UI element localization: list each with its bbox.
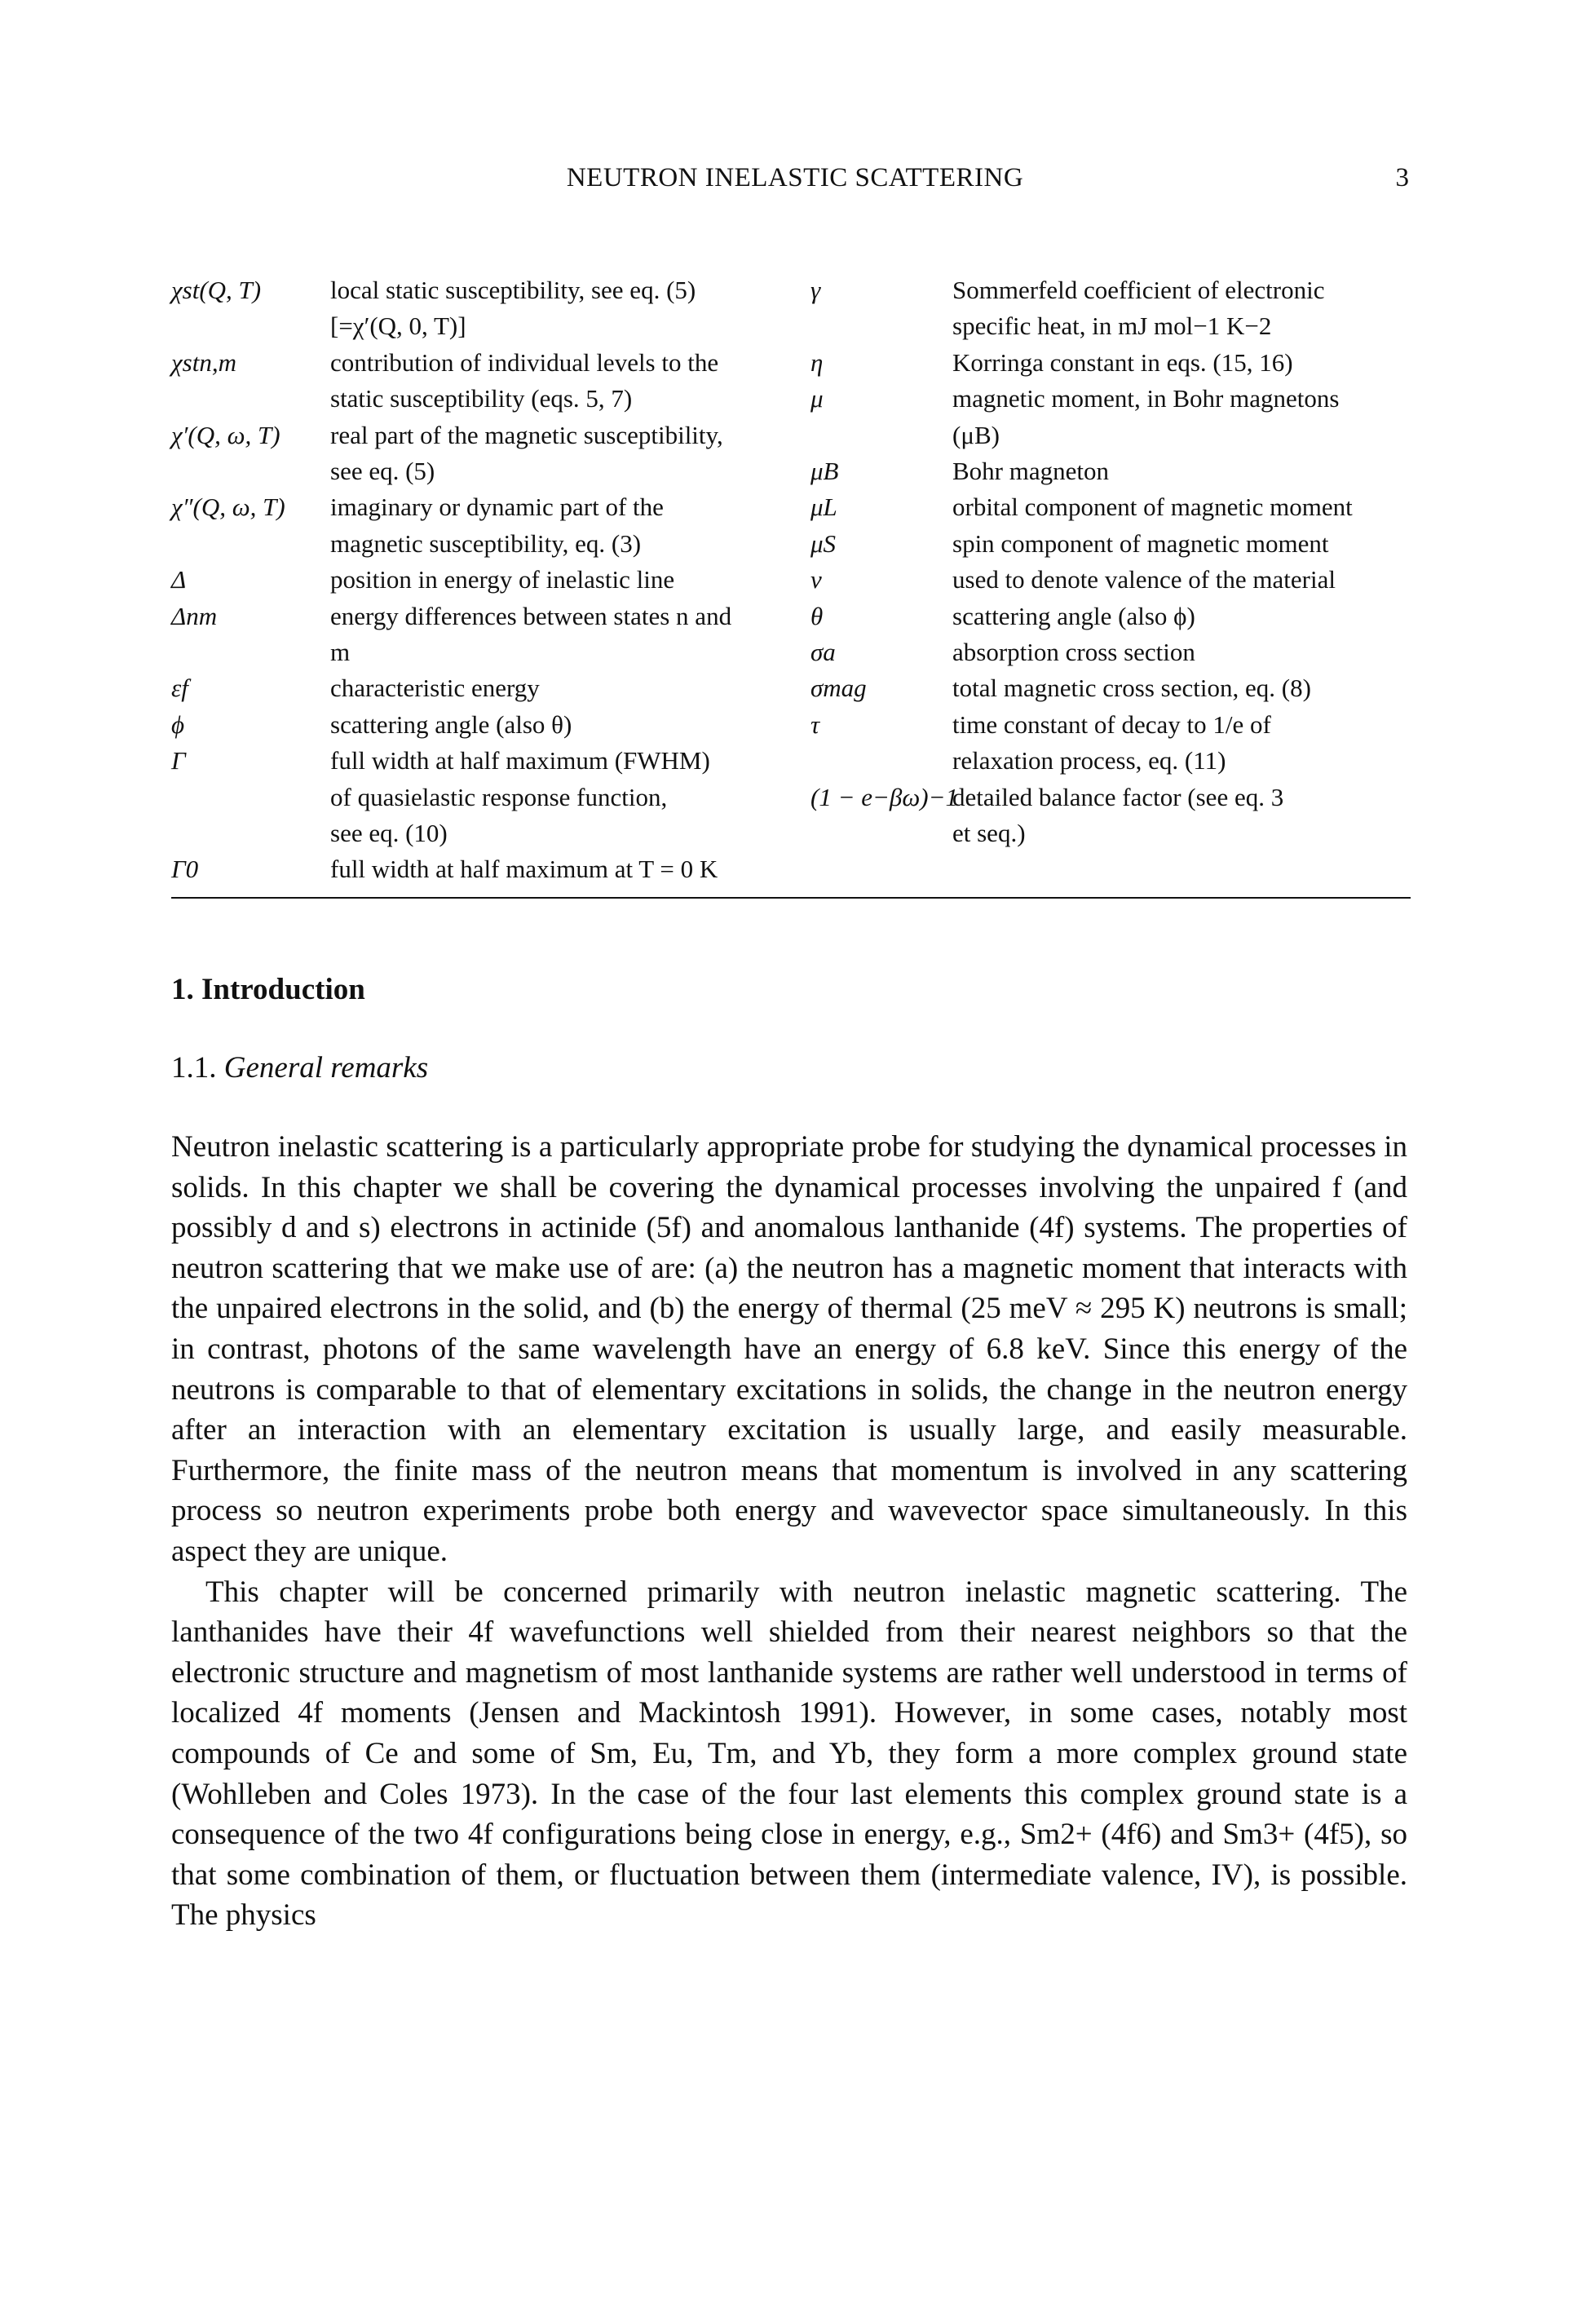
symbol-right-1: η — [810, 347, 824, 377]
section-number: 1. — [171, 973, 194, 1006]
symbol-definition: (μB) — [952, 420, 1000, 449]
symbol-definition: [=χ′(Q, 0, T)] — [330, 311, 466, 341]
symbol-definition: orbital component of magnetic moment — [952, 493, 1353, 522]
symbol-definition: position in energy of inelastic line — [330, 565, 675, 594]
symbol-definition: full width at half maximum at T = 0 K — [330, 855, 718, 884]
page-number: 3 — [1395, 163, 1409, 192]
symbol-definition: full width at half maximum (FWHM) — [330, 746, 710, 775]
symbol-left-4: Δ — [171, 565, 187, 594]
symbol-left-0: χst(Q, T) — [171, 276, 262, 304]
symbol-definition: Korringa constant in eqs. (15, 16) — [952, 347, 1293, 377]
symbol-left-5: Δnm — [171, 601, 218, 630]
symbol-definition: scattering angle (also θ) — [330, 709, 572, 739]
symbol-left-3: χ″(Q, ω, T) — [171, 493, 285, 522]
symbol-definition: m — [330, 638, 351, 666]
symbol-right-10: τ — [810, 709, 820, 739]
symbol-left-9: Γ0 — [171, 855, 199, 884]
symbol-definition: relaxation process, eq. (11) — [952, 746, 1226, 775]
symbol-definition: characteristic energy — [330, 674, 540, 703]
symbol-right-11: (1 − e−βω)−1 — [810, 782, 958, 811]
symbol-definition: total magnetic cross section, eq. (8) — [952, 674, 1311, 703]
symbol-definition: see eq. (10) — [330, 819, 448, 847]
running-header — [0, 163, 1590, 204]
subsection-number: 1.1. — [171, 1051, 217, 1085]
symbol-right-2: μ — [810, 384, 824, 413]
section-title: Introduction — [201, 973, 365, 1006]
symbol-definition: spin component of magnetic moment — [952, 528, 1329, 558]
running-title: NEUTRON INELASTIC SCATTERING — [566, 163, 1024, 192]
table-rule — [171, 897, 1411, 899]
symbol-definition: Sommerfeld coefficient of electronic — [952, 276, 1325, 304]
symbol-left-6: εf — [171, 674, 188, 703]
symbol-definition: specific heat, in mJ mol−1 K−2 — [952, 311, 1272, 341]
symbol-definition: magnetic susceptibility, eq. (3) — [330, 528, 642, 558]
symbol-left-8: Γ — [171, 746, 186, 775]
symbol-definition: detailed balance factor (see eq. 3 — [952, 782, 1284, 811]
symbol-definition: et seq.) — [952, 819, 1026, 847]
symbol-right-8: σa — [810, 638, 836, 666]
symbol-definition: energy differences between states n and — [330, 601, 732, 630]
symbol-definition: local static susceptibility, see eq. (5) — [330, 276, 696, 304]
symbol-left-1: χstn,m — [171, 347, 236, 377]
body-text — [171, 1127, 1407, 1936]
symbol-definition: Bohr magneton — [952, 457, 1109, 485]
symbol-definition: imaginary or dynamic part of the — [330, 493, 664, 522]
symbol-definition: time constant of decay to 1/e of — [952, 709, 1271, 739]
symbol-definition: see eq. (5) — [330, 457, 435, 485]
symbol-left-2: χ′(Q, ω, T) — [171, 420, 280, 449]
symbol-definition: absorption cross section — [952, 638, 1195, 666]
symbol-right-9: σmag — [810, 674, 867, 703]
symbol-definition: static susceptibility (eqs. 5, 7) — [330, 384, 633, 413]
paragraph: This chapter will be concerned primarily with neutron inelastic magnetic scattering. The lanthanides have their 4f wavefunctions well shielded from their nearest neighbors so that the electronic structure and magnetism of most lanthanide systems are rather well understood in terms of localized 4f moments (Jensen and Mackintosh 1991). However, in some cases, notably most compounds of Ce and some of Sm, Eu, Tm, and Yb, they form a more complex ground state (Wohlleben and Coles 1973). In the case of the four last elements this complex ground state is a consequence of the two 4f configurations being close in energy, e.g., Sm2+ (4f6) and Sm3+ (4f5), so that some combination of them, or fluctuation between them (intermediate valence, IV), is possible. The physics — [171, 1575, 1407, 1933]
symbol-left-7: ϕ — [171, 709, 185, 739]
symbol-definition: real part of the magnetic susceptibility, — [330, 420, 723, 449]
symbol-definition: contribution of individual levels to the — [330, 347, 719, 377]
symbol-right-5: μS — [810, 528, 837, 558]
symbol-right-6: v — [810, 565, 822, 594]
symbol-definition: scattering angle (also ϕ) — [952, 601, 1195, 630]
symbol-right-0: γ — [810, 276, 821, 304]
section-heading — [171, 972, 365, 1007]
symbol-table — [171, 276, 1411, 895]
symbol-right-7: θ — [810, 601, 824, 630]
symbol-definition: of quasielastic response function, — [330, 782, 668, 811]
subsection-title: General remarks — [223, 1051, 429, 1085]
symbol-definition: used to denote valence of the material — [952, 565, 1336, 594]
symbol-definition: magnetic moment, in Bohr magnetons — [952, 384, 1340, 413]
subsection-heading — [171, 1050, 428, 1085]
paragraph: Neutron inelastic scattering is a particularly appropriate probe for studying the dynamical processes in solids. In this chapter we shall be covering the dynamical processes involving the unpaired f (and possibly d and s) electrons in actinide (5f) and anomalous lanthanide (4f) systems. The properties of neutron scattering that we make use of are: (a) the neutron has a magnetic moment that interacts with the unpaired electrons in the solid, and (b) the energy of thermal (25 meV ≈ 295 K) neutrons is small; in contrast, photons of the same wavelength have an energy of 6.8 keV. Since this energy of the neutrons is comparable to that of elementary excitations in solids, the change in the neutron energy after an interaction with an elementary excitation is usually large, and easily measurable. Furthermore, the finite mass of the neutron means that momentum is involved in any scattering process so neutron experiments probe both energy and wavevector space simultaneously. In this aspect they are unique. — [171, 1130, 1407, 1568]
symbol-right-3: μB — [810, 457, 839, 485]
symbol-right-4: μL — [810, 493, 837, 522]
